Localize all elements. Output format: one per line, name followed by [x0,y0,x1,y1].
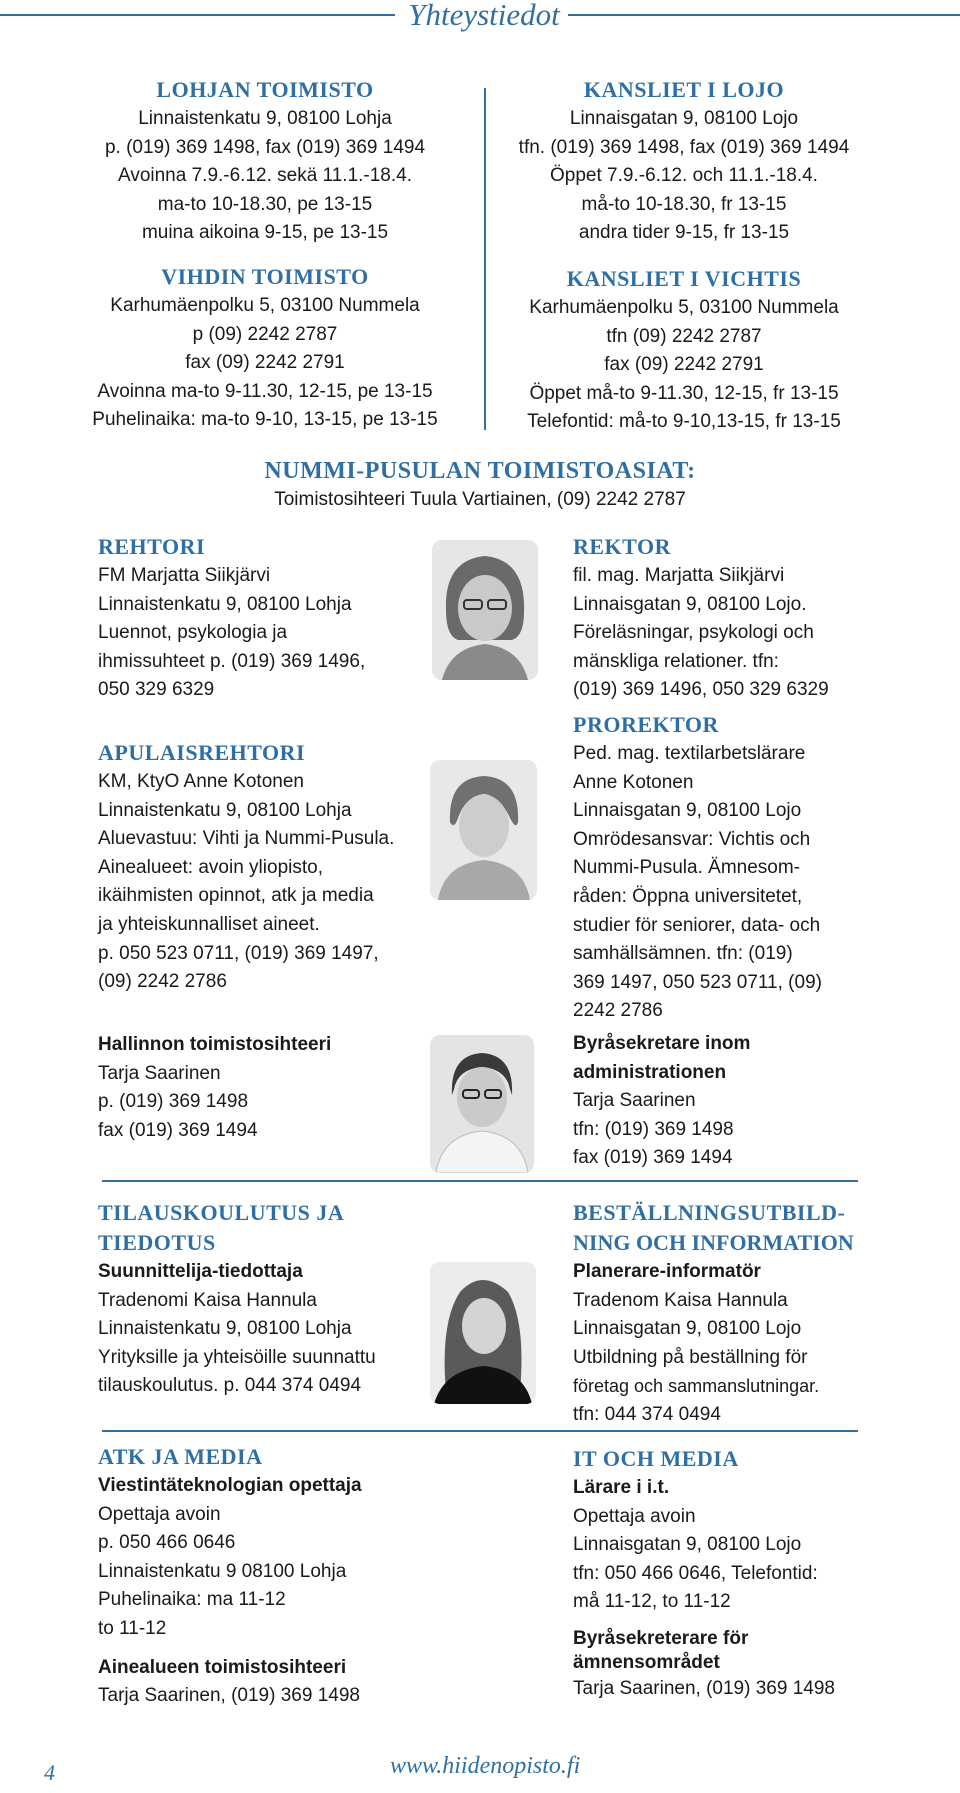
apulaisrehtori-line: KM, KtyO Anne Kotonen [98,771,304,792]
itmedia-title2: Byråsekreterare för [573,1627,749,1649]
atk-line: Linnaistenkatu 9 08100 Lohja [98,1560,347,1582]
vichtis-line: tfn (09) 2242 2787 [606,325,762,347]
atk-title: Viestintäteknologian opettaja [98,1475,362,1496]
vihti-line: fax (09) 2242 2791 [185,352,345,374]
itmedia-line: Linnaisgatan 9, 08100 Lojo [573,1534,802,1556]
page-number: 4 [44,1760,55,1785]
rehtori-line: ihmissuhteet p. (019) 369 1496, [98,650,366,672]
lojo-line: Linnaisgatan 9, 08100 Lojo [569,108,799,129]
lohja-line: Linnaistenkatu 9, 08100 Lohja [138,108,392,129]
tilaus-heading: TILAUSKOULUTUS JA [98,1200,345,1225]
tilaus-line: tilauskoulutus. p. 044 374 0494 [98,1375,362,1397]
hallinto-sv-title: Byråsekretare inom [573,1033,751,1054]
prorektor-line: råden: Öppna universitetet, [573,885,803,907]
itmedia-line: må 11-12, to 11-12 [573,1591,731,1613]
hallinto-sv-line: fax (019) 369 1494 [573,1147,733,1169]
portrait-image [430,1262,536,1404]
prorektor-line: Linnaisgatan 9, 08100 Lojo [573,800,802,822]
atk-line: Puhelinaika: ma 11-12 [98,1589,286,1611]
vihti-office [60,262,470,435]
nummi-line: Toimistosihteeri Tuula Vartiainen, (09) 2242 2787 [274,489,686,510]
tilaus-line: Linnaistenkatu 9, 08100 Lohja [98,1318,352,1340]
section-divider [102,1180,858,1182]
vichtis-heading: KANSLIET I VICHTIS [566,266,802,291]
lojo-heading: KANSLIET I LOJO [583,77,785,102]
itmedia-title: Lärare i i.t. [573,1477,670,1498]
lojo-office [494,75,874,248]
apulaisrehtori-line: p. 050 523 0711, (019) 369 1497, [98,942,379,964]
lohja-line: muina aikoina 9-15, pe 13-15 [141,222,389,244]
vihti-line: Karhumäenpolku 5, 03100 Nummela [110,295,420,316]
rehtori-line: Luennot, psykologia ja [98,622,288,644]
atk-line2: Tarja Saarinen, (019) 369 1498 [98,1685,360,1707]
rektor-heading: REKTOR [573,534,671,559]
apulaisrehtori-line: Aluevastuu: Vihti ja Nummi-Pusula. [98,828,395,850]
vihti-line: p (09) 2242 2787 [192,323,338,345]
atk-line: Opettaja avoin [98,1503,221,1525]
apulaisrehtori-line: ikäihmisten opinnot, atk ja media [98,885,374,907]
hallinto-sv-title: administrationen [573,1061,727,1083]
rektor-line: Linnaisgatan 9, 08100 Lojo. [573,593,807,615]
rektor-line: fil. mag. Marjatta Siikjärvi [573,565,785,586]
rehtori-heading: REHTORI [98,534,206,559]
vichtis-office [494,264,874,437]
prorektor-line: samhällsämnen. tfn: (019) [573,943,793,965]
vichtis-line: fax (09) 2242 2791 [604,354,764,376]
header-rule-left [0,14,395,16]
hallinto-fi-line: p. (019) 369 1498 [98,1091,249,1113]
apulaisrehtori-section [98,738,438,997]
section-divider [102,1430,858,1432]
hallinto-sv-section [573,1030,903,1173]
rektor-line: Föreläsningar, psykologi och [573,622,814,644]
lojo-line: må-to 10-18.30, fr 13-15 [581,193,787,215]
page-title: Yhteystiedot [408,0,560,32]
vihti-line: Avoinna ma-to 9-11.30, 12-15, pe 13-15 [97,380,433,402]
itmedia-section [573,1444,903,1704]
apulaisrehtori-heading: APULAISREHTORI [98,740,306,765]
rehtori-line: 050 329 6329 [98,679,215,701]
prorektor-line: studier för seniorer, data- och [573,914,821,936]
tilaus-line: Tradenomi Kaisa Hannula [98,1289,317,1311]
prorektor-line: Anne Kotonen [573,771,694,793]
prorektor-line: 369 1497, 050 523 0711, (09) [573,971,822,993]
vichtis-line: Öppet må-to 9-11.30, 12-15, fr 13-15 [529,382,839,404]
apulaisrehtori-line: Ainealueet: avoin yliopisto, [98,856,323,878]
itmedia-title2: ämnensområdet [573,1651,720,1673]
apulaisrehtori-line: (09) 2242 2786 [98,971,227,993]
prorektor-line: Nummi-Pusula. Ämnesom- [573,857,800,879]
itmedia-heading: IT OCH MEDIA [573,1446,739,1471]
portrait-image [430,760,537,900]
itmedia-line: tfn: 050 466 0646, Telefontid: [573,1562,818,1584]
apulaisrehtori-photo [430,760,537,900]
lojo-line: tfn. (019) 369 1498, fax (019) 369 1494 [518,136,850,158]
lojo-line: andra tider 9-15, fr 13-15 [578,222,790,244]
rehtori-line: FM Marjatta Siikjärvi [98,565,271,586]
bestallning-line: Linnaisgatan 9, 08100 Lojo [573,1318,802,1340]
prorektor-line: 2242 2786 [573,1000,663,1022]
rektor-section [573,532,903,705]
bestallning-line: tfn: 044 374 0494 [573,1403,721,1425]
tilaus-line: Yrityksille ja yhteisöille suunnattu [98,1346,376,1368]
prorektor-line: Ped. mag. textilarbetslärare [573,743,806,764]
atk-section [98,1442,438,1711]
atk-line: to 11-12 [98,1617,167,1639]
rektor-line: (019) 369 1496, 050 329 6329 [573,679,829,701]
rehtori-section [98,532,428,705]
tilaus-section [98,1198,438,1401]
lojo-line: Öppet 7.9.-6.12. och 11.1.-18.4. [550,165,818,187]
header-rule-right [568,14,960,16]
bestallning-heading: NING OCH INFORMATION [573,1230,854,1255]
atk-heading: ATK JA MEDIA [98,1444,263,1469]
footer-website-link[interactable]: www.hiidenopisto.fi [390,1753,581,1779]
bestallning-line: Tradenom Kaisa Hannula [573,1289,788,1311]
hallinto-fi-line: Tarja Saarinen [98,1062,221,1084]
vichtis-line: Telefontid: må-to 9-10,13-15, fr 13-15 [527,411,841,433]
itmedia-line: Opettaja avoin [573,1505,696,1527]
portrait-image [430,1035,534,1173]
tilaus-heading: TIEDOTUS [98,1230,216,1255]
atk-line: p. 050 466 0646 [98,1532,236,1554]
atk-title2: Ainealueen toimistosihteeri [98,1656,347,1678]
lohja-line: Avoinna 7.9.-6.12. sekä 11.1.-18.4. [118,165,412,187]
tilaus-photo [430,1262,536,1404]
lohja-heading: LOHJAN TOIMISTO [156,77,374,102]
bestallning-heading: BESTÄLLNINGSUTBILD- [573,1200,846,1225]
hallinto-fi-line: fax (019) 369 1494 [98,1119,258,1141]
portrait-image [432,540,538,680]
bestallning-title: Planerare-informatör [573,1261,761,1282]
rektor-line: mänskliga relationer. tfn: [573,650,779,672]
apulaisrehtori-line: Linnaistenkatu 9, 08100 Lohja [98,799,352,821]
nummi-pusula-section [180,456,780,515]
itmedia-line2: Tarja Saarinen, (019) 369 1498 [573,1677,835,1699]
tilaus-title: Suunnittelija-tiedottaja [98,1261,303,1282]
prorektor-heading: PROREKTOR [573,712,719,737]
hallinto-sv-line: Tarja Saarinen [573,1090,696,1112]
lohja-line: ma-to 10-18.30, pe 13-15 [157,193,373,215]
vichtis-line: Karhumäenpolku 5, 03100 Nummela [529,297,839,318]
toimistosihteeri-photo [430,1035,534,1173]
bestallning-line: företag och sammanslutningar. [573,1376,820,1397]
vihti-line: Puhelinaika: ma-to 9-10, 13-15, pe 13-15 [92,409,438,431]
rehtori-photo [432,540,538,680]
bestallning-line: Utbildning på beställning för [573,1346,808,1368]
hallinto-fi-section [98,1031,428,1145]
hallinto-fi-title: Hallinnon toimistosihteeri [98,1034,332,1055]
nummi-heading: NUMMI-PUSULAN TOIMISTOASIAT: [264,458,696,484]
rehtori-line: Linnaistenkatu 9, 08100 Lohja [98,593,352,615]
apulaisrehtori-line: ja yhteiskunnalliset aineet. [98,913,320,935]
prorektor-section [573,710,903,1026]
lohja-office [60,75,470,248]
vihti-heading: VIHDIN TOIMISTO [161,264,369,289]
hallinto-sv-line: tfn: (019) 369 1498 [573,1118,734,1140]
bestallning-section [573,1198,903,1430]
lohja-line: p. (019) 369 1498, fax (019) 369 1494 [104,136,426,158]
column-divider [484,88,486,430]
prorektor-line: Omrödesansvar: Vichtis och [573,828,811,850]
